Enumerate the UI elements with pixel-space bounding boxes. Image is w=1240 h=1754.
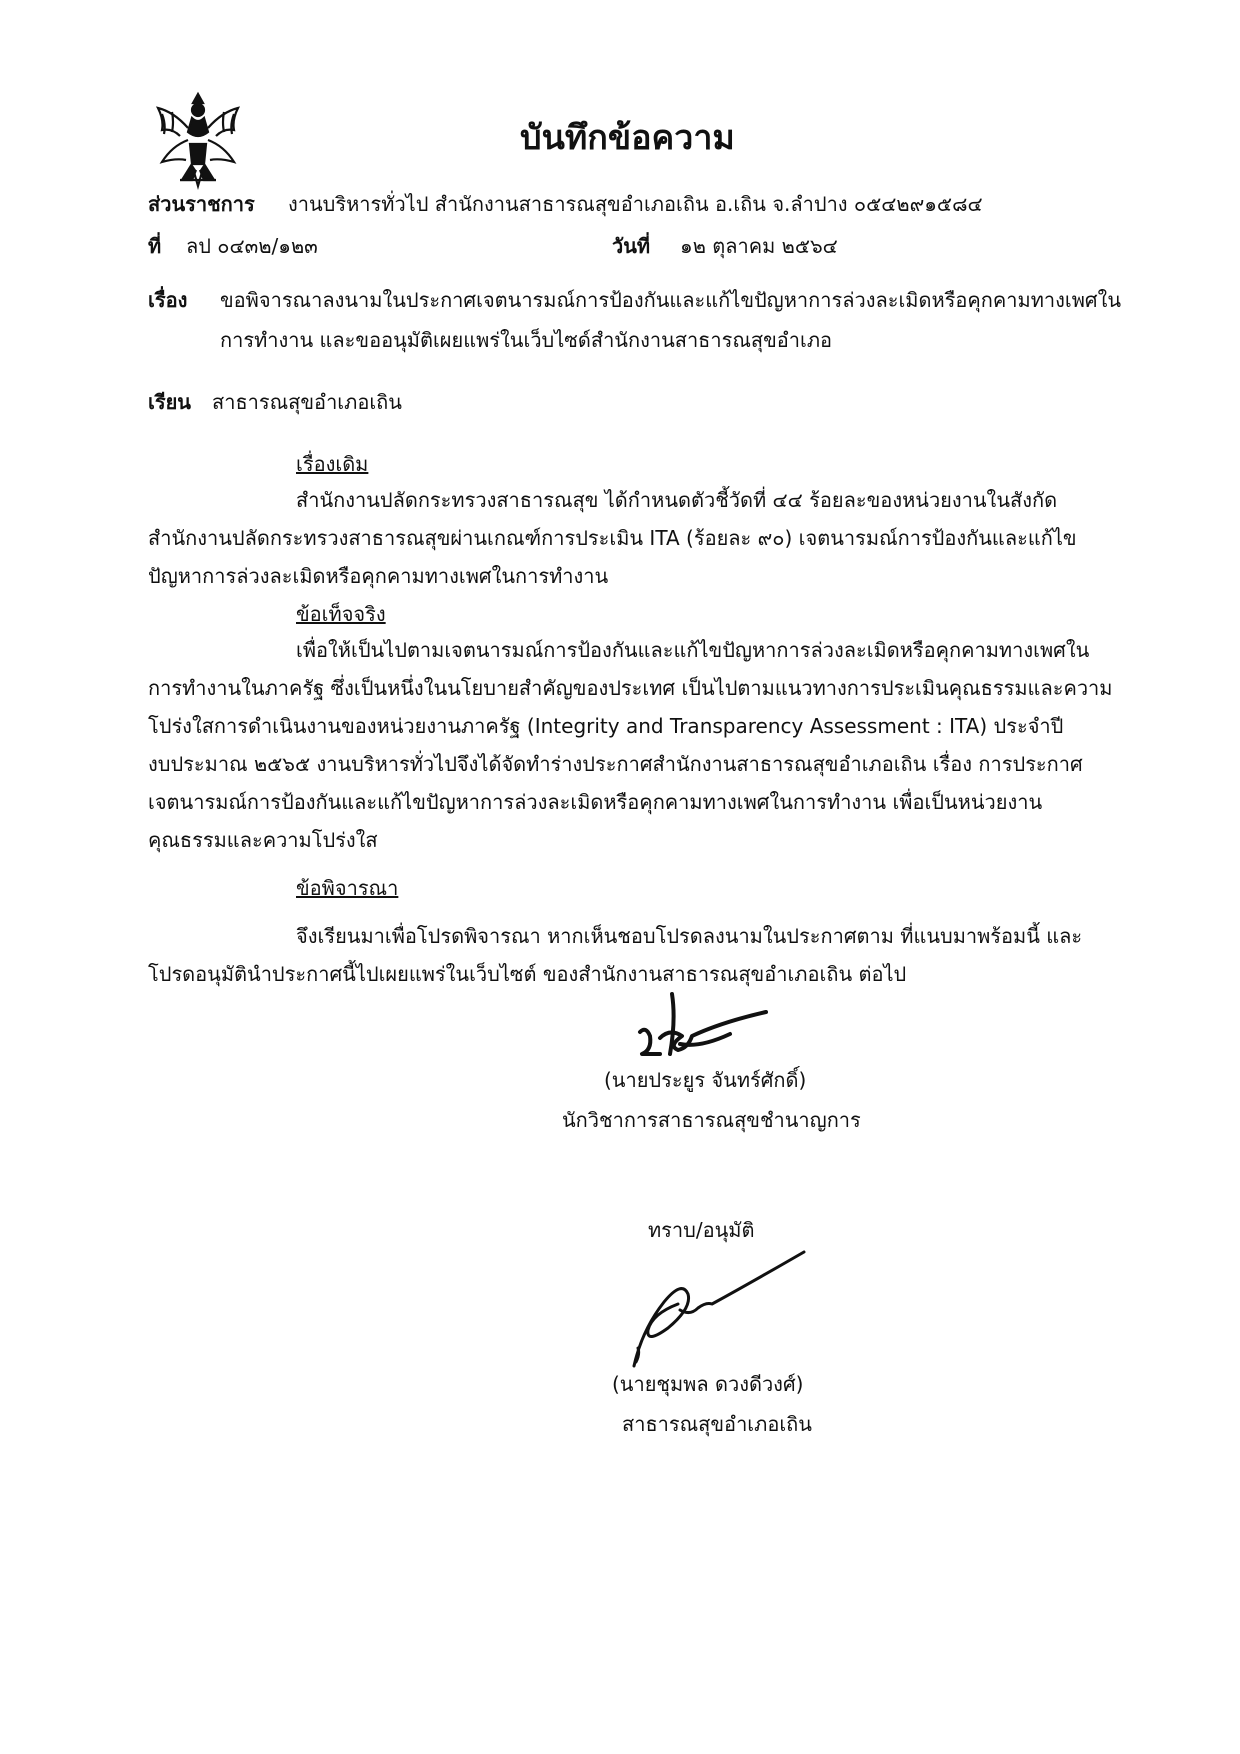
approval-text: ทราบ/อนุมัติ: [648, 1218, 755, 1242]
facts-line: งบประมาณ ๒๕๖๕ งานบริหารทั่วไปจึงได้จัดทำร่างประกาศสำนักงานสาธารณสุขอำเภอเถิน เรื่อง การประกาศ: [148, 752, 1083, 776]
background-heading: เรื่องเดิม: [296, 452, 369, 476]
document-title: บันทึกข้อความ: [520, 118, 735, 158]
approver-position: สาธารณสุขอำเภอเถิน: [622, 1412, 812, 1436]
date-value: ๑๒ ตุลาคม ๒๕๖๔: [680, 234, 838, 258]
background-line: สำนักงานปลัดกระทรวงสาธารณสุขผ่านเกณฑ์การประเมิน ITA (ร้อยละ ๙๐) เจตนารมณ์การป้องกันและแก้ไข: [148, 526, 1077, 550]
consider-line: โปรดอนุมัตินำประกาศนี้ไปเผยแพร่ในเว็บไซต์ ของสำนักงานสาธารณสุขอำเภอเถิน ต่อไป: [148, 962, 907, 986]
agency-value: งานบริหารทั่วไป สำนักงานสาธารณสุขอำเภอเถิน อ.เถิน จ.ลำปาง ๐๕๔๒๙๑๕๘๔: [288, 192, 983, 216]
to-label: เรียน: [148, 390, 191, 414]
garuda-emblem-icon: [150, 88, 246, 190]
background-line: สำนักงานปลัดกระทรวงสาธารณสุข ได้กำหนดตัวชี้วัดที่ ๔๔ ร้อยละของหน่วยงานในสังกัด: [296, 488, 1058, 512]
approver-signature-icon: [620, 1248, 820, 1378]
consider-line: จึงเรียนมาเพื่อโปรดพิจารณา หากเห็นชอบโปรดลงนามในประกาศตาม ที่แนบมาพร้อมนี้ และ: [296, 924, 1083, 948]
background-line: ปัญหาการล่วงละเมิดหรือคุกคามทางเพศในการทำงาน: [148, 564, 609, 588]
subject-line-2: การทำงาน และขออนุมัติเผยแพร่ในเว็บไซด์สำนักงานสาธารณสุขอำเภอ: [220, 328, 833, 352]
agency-label: ส่วนราชการ: [148, 192, 255, 216]
facts-line: การทำงานในภาครัฐ ซึ่งเป็นหนึ่งในนโยบายสำคัญของประเทศ เป็นไปตามแนวทางการประเมินคุณธรรมและความ: [148, 676, 1113, 700]
author-position: นักวิชาการสาธารณสุขชำนาญการ: [562, 1108, 861, 1132]
approver-name: (นายชุมพล ดวงดีวงศ์): [612, 1372, 804, 1396]
facts-line: เจตนารมณ์การป้องกันและแก้ไขปัญหาการล่วงละเมิดหรือคุกคามทางเพศในการทำงาน เพื่อเป็นหน่วยงาน: [148, 790, 1043, 814]
facts-line: โปร่งใสการดำเนินงานของหน่วยงานภาครัฐ (Integrity and Transparency Assessment : ITA) ประจำปี: [148, 714, 1064, 738]
ref-number: ลป ๐๔๓๒/๑๒๓: [186, 234, 318, 258]
author-signature-icon: [620, 988, 780, 1064]
consider-heading: ข้อพิจารณา: [296, 876, 399, 900]
subject-label: เรื่อง: [148, 288, 188, 312]
facts-line: เพื่อให้เป็นไปตามเจตนารมณ์การป้องกันและแก้ไขปัญหาการล่วงละเมิดหรือคุกคามทางเพศใน: [296, 638, 1090, 662]
facts-heading: ข้อเท็จจริง: [296, 602, 386, 626]
date-label: วันที่: [612, 234, 651, 258]
facts-line: คุณธรรมและความโปร่งใส: [148, 828, 378, 852]
ref-label: ที่: [148, 234, 162, 258]
to-value: สาธารณสุขอำเภอเถิน: [212, 390, 402, 414]
author-name: (นายประยูร จันทร์ศักดิ์): [604, 1068, 807, 1092]
subject-line-1: ขอพิจารณาลงนามในประกาศเจตนารมณ์การป้องกันและแก้ไขปัญหาการล่วงละเมิดหรือคุกคามทางเพศใน: [220, 288, 1122, 312]
